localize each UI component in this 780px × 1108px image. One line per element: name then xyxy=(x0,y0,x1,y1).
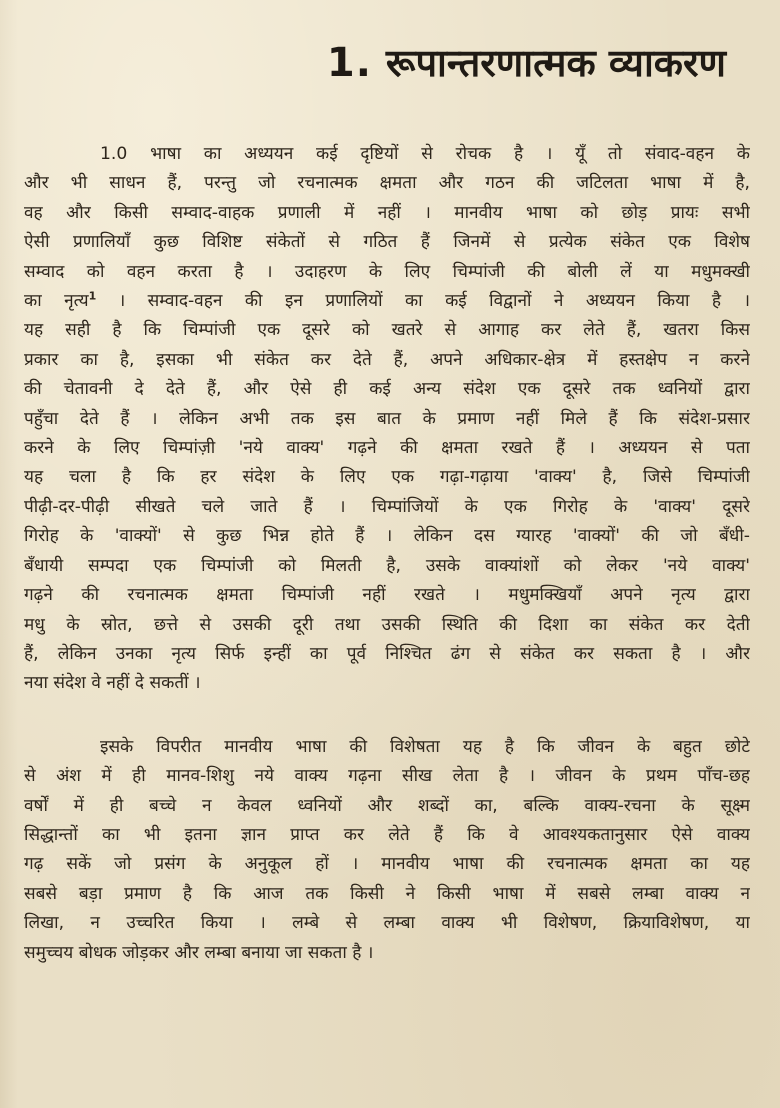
text-line: यह सही है कि चिम्पांजी एक दूसरे को खतरे से आगाह कर लेते हैं, खतरा किस xyxy=(24,320,750,341)
chapter-number: 1. xyxy=(326,40,372,86)
text-line: वह और किसी सम्वाद-वाहक प्रणाली में नहीं । मानवीय भाषा को छोड़ प्रायः सभी xyxy=(24,202,750,223)
text-line-with-footnote xyxy=(24,287,750,316)
text-line: ऐसी प्रणालियाँ कुछ विशिष्ट संकेतों से गठित हैं जिनमें से प्रत्येक संकेत एक विशेष xyxy=(24,232,750,253)
text-line: से अंश में ही मानव-शिशु नये वाक्य गढ़ना सीख लेता है । जीवन के प्रथम पाँच-छह xyxy=(24,766,750,787)
text-line: और भी साधन हैं, परन्तु जो रचनात्मक क्षमता और गठन की जटिलता भाषा में है, xyxy=(24,173,750,194)
text-line: पीढ़ी-दर-पीढ़ी सीखते चले जाते हैं । चिम्पांजियों के एक गिरोह के 'वाक्य' दूसरे xyxy=(24,496,750,517)
text-line: प्रकार का है, इसका भी संकेत कर देते हैं, अपने अधिकार-क्षेत्र में हस्तक्षेप न करने xyxy=(24,349,750,370)
paragraph-1 xyxy=(24,140,750,699)
text-line: करने के लिए चिम्पांज़ी 'नये वाक्य' गढ़ने की क्षमता रखते हैं । अध्ययन से पता xyxy=(24,438,750,459)
chapter-title: रूपान्तरणात्मक व्याकरण xyxy=(385,41,726,85)
text-line: की चेतावनी दे देते हैं, और ऐसे ही कई अन्य संदेश एक दूसरे तक ध्वनियों द्वारा xyxy=(24,379,750,400)
chapter-heading xyxy=(24,36,726,88)
text-line: समुच्चय बोधक जोड़कर और लम्बा बनाया जा सकता है । xyxy=(24,942,374,963)
text-line: नया संदेश वे नहीं दे सकतीं । xyxy=(24,673,201,694)
text-line: सम्वाद को वहन करता है । उदाहरण के लिए चिम्पांजी की बोली लें या मधुमक्खी xyxy=(24,261,750,282)
text-line: वर्षों में ही बच्चे न केवल ध्वनियों और शब्दों का, बल्कि वाक्य-रचना के सूक्ष्म xyxy=(24,795,750,816)
footnote-marker: 1 xyxy=(88,289,97,303)
text-line: मधु के स्रोत, छत्ते से उसकी दूरी तथा उसकी स्थिति की दिशा का संकेत कर देती xyxy=(24,614,750,635)
text-fragment: । सम्वाद-वहन की इन प्रणालियों का कई विद्वानों ने अध्ययन किया है । xyxy=(96,291,750,312)
text-line: इसके विपरीत मानवीय भाषा की विशेषता यह है कि जीवन के बहुत छोटे xyxy=(100,736,750,757)
text-line: 1.0 भाषा का अध्ययन कई दृष्टियों से रोचक है । यूँ तो संवाद-वहन के xyxy=(100,144,750,164)
text-line: गिरोह के 'वाक्यों' से कुछ भिन्न होते हैं । लेकिन दस ग्यारह 'वाक्यों' की जो बँधी- xyxy=(24,526,750,547)
text-line: यह चला है कि हर संदेश के लिए एक गढ़ा-गढ़ाया 'वाक्य' है, जिसे चिम्पांजी xyxy=(24,467,750,488)
text-line: गढ़ सकें जो प्रसंग के अनुकूल हों । मानवीय भाषा की रचनात्मक क्षमता का यह xyxy=(24,854,750,875)
paragraph-2 xyxy=(24,733,750,968)
text-line: गढ़ने की रचनात्मक क्षमता चिम्पांजी नहीं रखते । मधुमक्खियाँ अपने नृत्य द्वारा xyxy=(24,585,750,606)
chapter-body xyxy=(24,140,750,968)
text-line: हैं, लेकिन उनका नृत्य सिर्फ इन्हीं का पूर्व निश्चित ढंग से संकेत कर सकता है । और xyxy=(24,643,750,664)
text-line: लिखा, न उच्चरित किया । लम्बे से लम्बा वाक्य भी विशेषण, क्रियाविशेषण, या xyxy=(24,913,750,934)
text-line: सबसे बड़ा प्रमाण है कि आज तक किसी ने किसी भाषा में सबसे लम्बा वाक्य न xyxy=(24,883,750,904)
text-fragment: का नृत्य xyxy=(24,291,89,312)
text-line: पहुँचा देते हैं । लेकिन अभी तक इस बात के प्रमाण नहीं मिले हैं कि संदेश-प्रसार xyxy=(24,408,750,429)
text-line: बँधायी सम्पदा एक चिम्पांजी को मिलती है, उसके वाक्यांशों को लेकर 'नये वाक्य' xyxy=(24,555,750,576)
text-line: सिद्धान्तों का भी इतना ज्ञान प्राप्त कर लेते हैं कि वे आवश्यकतानुसार ऐसे वाक्य xyxy=(24,824,750,845)
